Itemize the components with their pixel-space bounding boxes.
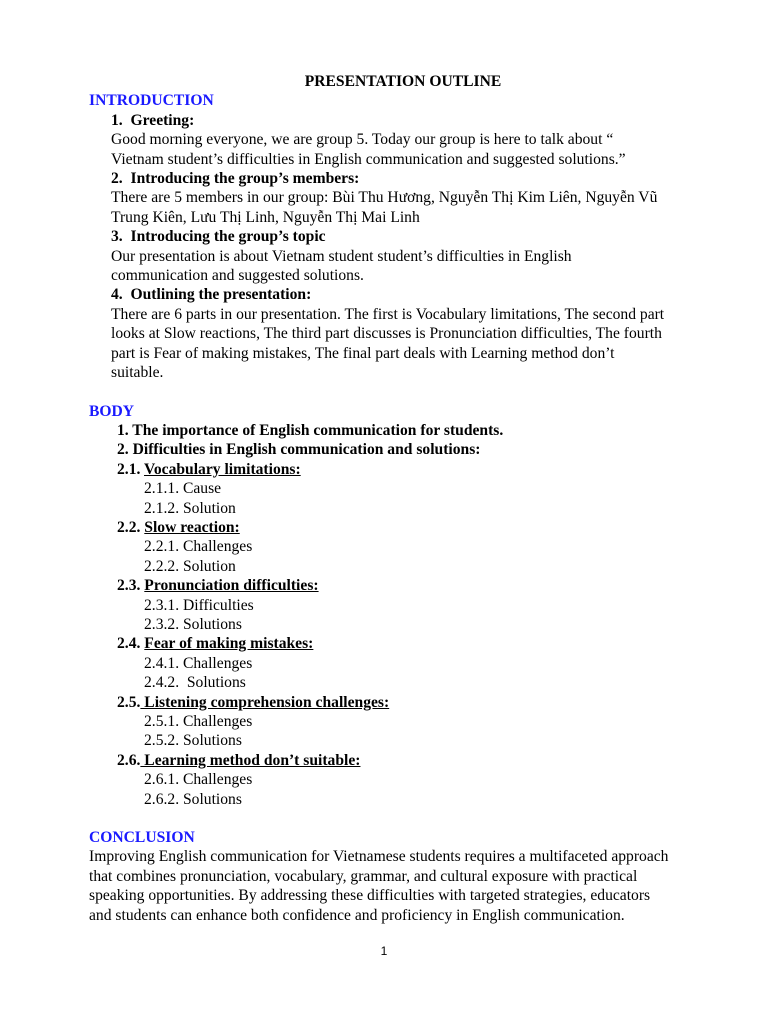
intro-item-members — [89, 169, 699, 227]
body-subsection-2-2 — [89, 518, 699, 576]
subsection-title: Slow reaction: — [144, 518, 240, 536]
document-title: PRESENTATION OUTLINE — [304, 73, 502, 90]
intro-item-heading: Introducing the group’s topic — [130, 228, 326, 246]
body-subsection-2-5 — [89, 693, 699, 751]
subsection-number: 2.2. — [117, 518, 141, 536]
subsection-number: 2.4. — [117, 635, 141, 653]
intro-item-line: There are 5 members in our group: Bùi Thu Hương, Nguyễn Thị Kim Liên, Nguyễn Vũ — [111, 189, 658, 207]
intro-item-line: suitable. — [111, 364, 164, 382]
section-heading-introduction: INTRODUCTION — [89, 92, 214, 110]
section-heading-conclusion: CONCLUSION — [89, 829, 195, 847]
document-page — [89, 72, 699, 925]
subsection-number: 2.1. — [117, 460, 141, 478]
subsection-title: Vocabulary limitations: — [144, 460, 301, 478]
subsection-child: 2.6.2. Solutions — [144, 790, 242, 808]
conclusion-line: and students can enhance both confidence and proficiency in English communication. — [89, 906, 625, 924]
intro-item-line: There are 6 parts in our presentation. The first is Vocabulary limitations, The second part — [111, 305, 665, 323]
subsection-title: Fear of making mistakes: — [144, 635, 314, 653]
intro-item-line: Trung Kiên, Lưu Thị Linh, Nguyễn Thị Mai Linh — [111, 208, 420, 226]
intro-item-number: 2. — [111, 170, 123, 188]
intro-item-number: 4. — [111, 286, 123, 304]
conclusion-line: Improving English communication for Vietnamese students requires a multifaceted approach — [89, 848, 669, 866]
subsection-child: 2.3.2. Solutions — [144, 615, 242, 633]
subsection-child: 2.3.1. Difficulties — [144, 596, 254, 614]
body-main-item: 1. The importance of English communication for students. — [117, 421, 504, 439]
subsection-number: 2.6. — [117, 751, 141, 769]
intro-item-topic — [89, 227, 699, 285]
subsection-title: Pronunciation difficulties: — [144, 577, 319, 595]
subsection-child: 2.6.1. Challenges — [144, 771, 253, 789]
intro-item-heading: Outlining the presentation: — [130, 286, 312, 304]
conclusion-line: that combines pronunciation, vocabulary, grammar, and cultural exposure with practical — [89, 867, 638, 885]
conclusion-paragraph — [89, 847, 699, 925]
subsection-child: 2.2.1. Challenges — [144, 538, 253, 556]
subsection-child: 2.5.2. Solutions — [144, 732, 242, 750]
subsection-child: 2.2.2. Solution — [144, 557, 236, 575]
intro-item-line: Good morning everyone, we are group 5. Today our group is here to talk about “ — [111, 131, 614, 149]
subsection-number: 2.3. — [117, 577, 141, 595]
body-main-item: 2. Difficulties in English communication and solutions: — [117, 441, 481, 459]
intro-item-line: part is Fear of making mistakes, The final part deals with Learning method don’t — [111, 344, 615, 362]
body-subsection-2-1 — [89, 460, 699, 518]
body-subsection-2-3 — [89, 576, 699, 634]
subsection-child: 2.1.2. Solution — [144, 499, 236, 517]
subsection-child: 2.1.1. Cause — [144, 480, 222, 498]
subsection-child: 2.5.1. Challenges — [144, 713, 253, 730]
intro-item-line: communication and suggested solutions. — [111, 267, 364, 285]
body-subsection-2-4 — [89, 634, 699, 692]
intro-item-line: looks at Slow reactions, The third part discusses is Pronunciation difficulties, The fourth — [111, 325, 662, 343]
section-heading-body: BODY — [89, 402, 135, 420]
subsection-child: 2.4.1. Challenges — [144, 654, 253, 672]
intro-item-heading: Greeting: — [130, 111, 195, 129]
intro-item-line: Our presentation is about Vietnam student student’s difficulties in English — [111, 247, 572, 265]
intro-item-outline — [89, 285, 699, 382]
intro-item-greeting — [89, 111, 699, 169]
subsection-number: 2.5. — [117, 693, 141, 711]
subsection-title: Listening comprehension challenges: — [140, 693, 390, 711]
intro-item-heading: Introducing the group’s members: — [130, 170, 360, 188]
page-number: 1 — [380, 944, 388, 958]
subsection-child: 2.4.2. Solutions — [144, 674, 246, 692]
intro-item-line: Vietnam student’s difficulties in English communication and suggested solutions.” — [111, 150, 626, 168]
subsection-title: Learning method don’t suitable: — [140, 751, 361, 769]
conclusion-line: speaking opportunities. By addressing these difficulties with targeted strategies, educators — [89, 887, 651, 905]
intro-item-number: 3. — [111, 228, 123, 246]
intro-item-number: 1. — [111, 111, 123, 129]
body-subsection-2-6 — [89, 751, 699, 809]
